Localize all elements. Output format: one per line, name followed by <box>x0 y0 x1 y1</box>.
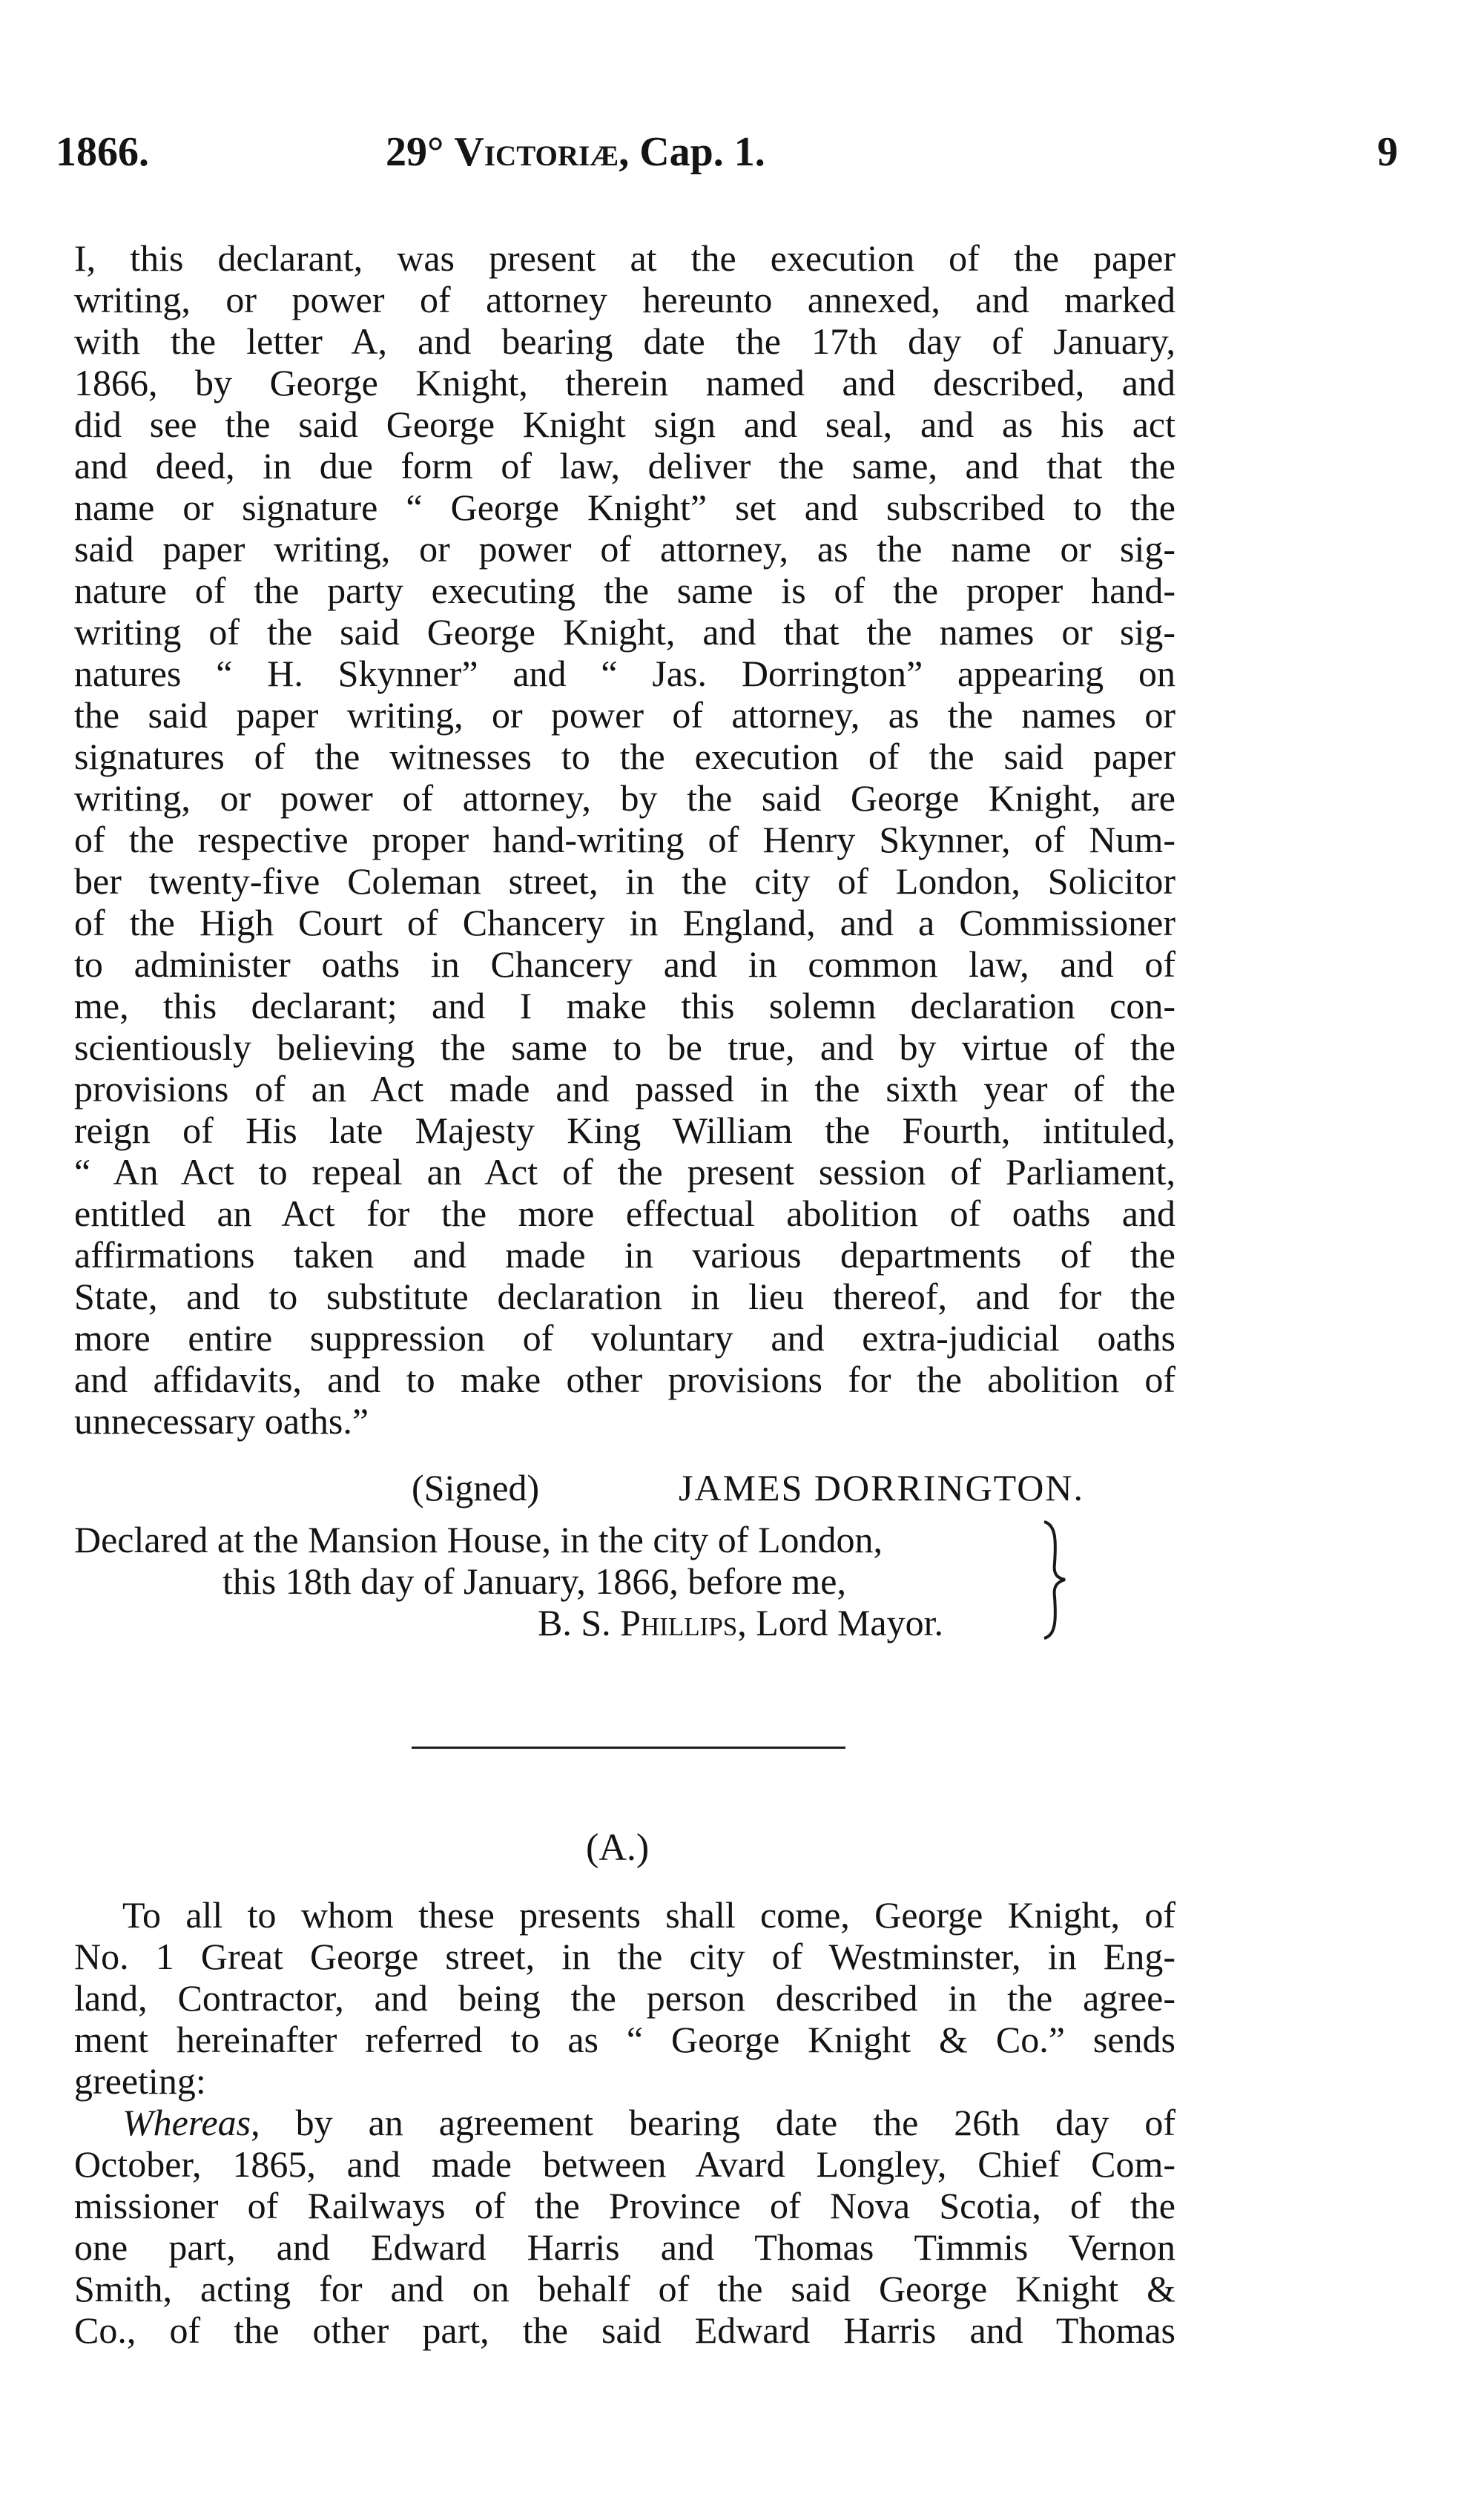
text-line: scientiously believing the same to be true, and by virtue of the <box>74 1026 1175 1068</box>
text-line: ment hereinafter referred to as “ George Knight & Co.” sends <box>74 2019 1175 2060</box>
text-line: with the letter A, and bearing date the 17th day of January, <box>74 320 1175 362</box>
text-line: of the respective proper hand-writing of Henry Skynner, of Num- <box>74 819 1175 860</box>
text-line: Co., of the other part, the said Edward Harris and Thomas <box>74 2309 1175 2351</box>
text-line: I, this declarant, was present at the execution of the paper <box>74 237 1175 279</box>
text-line: name or signature “ George Knight” set and subscribed to the <box>74 487 1175 528</box>
text-line: affirmations taken and made in various departments of the <box>74 1234 1175 1276</box>
text-line: 1866, by George Knight, therein named and described, and <box>74 362 1175 403</box>
text-line: the said paper writing, or power of attorney, as the names or <box>74 694 1175 736</box>
text-line: to administer oaths in Chancery and in common law, and of <box>74 943 1175 985</box>
curly-brace-icon <box>1040 1519 1069 1641</box>
text-line: me, this declarant; and I make this solemn declaration con- <box>74 985 1175 1026</box>
header-title <box>386 122 765 182</box>
text-line: Smith, acting for and on behalf of the said George Knight & <box>74 2268 1175 2309</box>
header-title-prefix: 29° <box>386 129 455 175</box>
header-title-suffix: , Cap. 1. <box>619 129 765 175</box>
signed-label: (Signed) <box>412 1467 540 1508</box>
officer-surname: Phillips <box>620 1602 738 1643</box>
text-line: provisions of an Act made and passed in the sixth year of the <box>74 1068 1175 1109</box>
text-line: land, Contractor, and being the person described in the agree- <box>74 1977 1175 2019</box>
whereas-line-rest: , by an agreement bearing date the 26th day of <box>251 2102 1175 2143</box>
text-line: greeting: <box>74 2060 206 2102</box>
signatory-name: JAMES DORRINGTON. <box>679 1467 1085 1508</box>
text-line: unnecessary oaths.” <box>74 1400 369 1442</box>
running-head <box>56 122 1398 182</box>
text-line: To all to whom these presents shall come, George Knight, of <box>122 1894 1175 1936</box>
text-line <box>122 2102 1175 2143</box>
section-heading: (A.) <box>586 1827 650 1869</box>
header-title-name: Victoriæ <box>454 129 619 175</box>
officer-title: , Lord Mayor. <box>737 1602 943 1643</box>
whereas-word: Whereas <box>122 2102 251 2143</box>
text-line: one part, and Edward Harris and Thomas Timmis Vernon <box>74 2226 1175 2268</box>
text-line: No. 1 Great George street, in the city of Westminster, in Eng- <box>74 1936 1175 1977</box>
declaration-officer-line <box>538 1602 943 1643</box>
text-line: entitled an Act for the more effectual abolition of oaths and <box>74 1193 1175 1234</box>
text-line: October, 1865, and made between Avard Longley, Chief Com- <box>74 2143 1175 2185</box>
text-line: signatures of the witnesses to the execution of the said paper <box>74 736 1175 777</box>
text-line: natures “ H. Skynner” and “ Jas. Dorrington” appearing on <box>74 653 1175 694</box>
text-line: writing of the said George Knight, and that the names or sig- <box>74 611 1175 653</box>
text-line: missioner of Railways of the Province of Nova Scotia, of the <box>74 2185 1175 2226</box>
text-line: nature of the party executing the same is of the proper hand- <box>74 570 1175 611</box>
declaration-date-line: this 18th day of January, 1866, before me, <box>222 1560 846 1602</box>
text-line: writing, or power of attorney hereunto annexed, and marked <box>74 279 1175 320</box>
text-line: of the High Court of Chancery in England, and a Commissioner <box>74 902 1175 943</box>
officer-initials: B. S. <box>538 1602 621 1643</box>
text-line: reign of His late Majesty King William the Fourth, intituled, <box>74 1109 1175 1151</box>
text-line: writing, or power of attorney, by the said George Knight, are <box>74 777 1175 819</box>
text-line: “ An Act to repeal an Act of the present session of Parliament, <box>74 1151 1175 1193</box>
header-year: 1866. <box>56 129 149 175</box>
text-line: and deed, in due form of law, deliver the same, and that the <box>74 445 1175 487</box>
text-line: State, and to substitute declaration in lieu thereof, and for the <box>74 1276 1175 1317</box>
text-line: said paper writing, or power of attorney, as the name or sig- <box>74 528 1175 570</box>
text-line: more entire suppression of voluntary and extra-judicial oaths <box>74 1317 1175 1359</box>
declaration-place-line: Declared at the Mansion House, in the city of London, <box>74 1519 883 1560</box>
text-line: ber twenty-five Coleman street, in the city of London, Solicitor <box>74 860 1175 902</box>
section-divider <box>412 1747 845 1749</box>
page-number: 9 <box>1377 129 1398 175</box>
text-line: did see the said George Knight sign and seal, and as his act <box>74 403 1175 445</box>
text-line: and affidavits, and to make other provisions for the abolition of <box>74 1359 1175 1400</box>
